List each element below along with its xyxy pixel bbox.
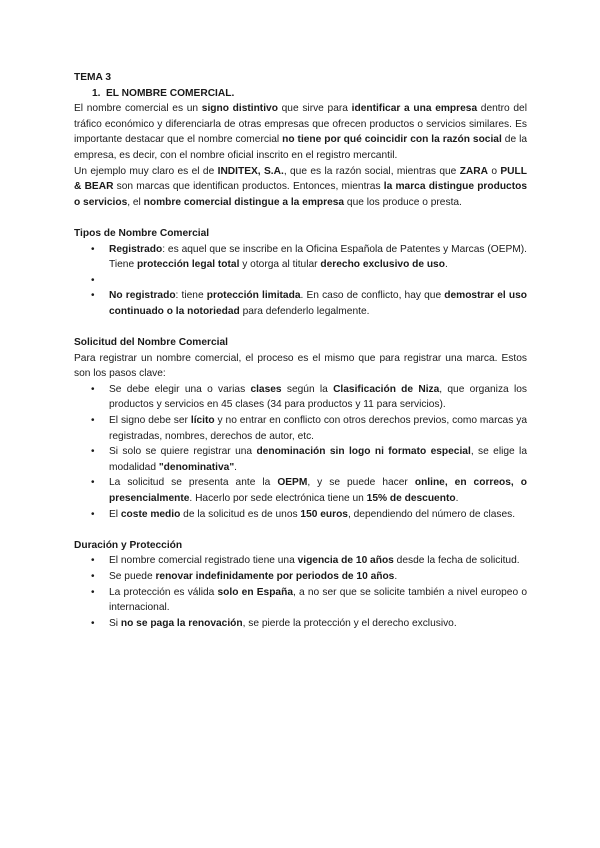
page-title: TEMA 3 bbox=[74, 72, 111, 83]
text-run: . bbox=[394, 571, 398, 582]
bold-text-run: coste medio bbox=[120, 508, 181, 520]
text-run: . bbox=[234, 461, 238, 473]
text-run: Un ejemplo muy claro es el de bbox=[74, 165, 218, 177]
bold-text-run: "denominativa" bbox=[158, 461, 235, 473]
bold-text-run: no tiene por qué coincidir con la razón social bbox=[282, 134, 502, 146]
bold-text-run: protección legal total bbox=[136, 259, 240, 271]
bold-text-run: no se paga la renovación bbox=[120, 617, 243, 629]
bold-text-run: demostrar el uso continuado o la notoriedad bbox=[109, 290, 527, 317]
text-run: , y se puede hacer bbox=[307, 477, 415, 489]
text-run: . bbox=[455, 493, 459, 505]
text-run: Se puede bbox=[109, 571, 156, 582]
tipos-heading: Tipos de Nombre Comercial bbox=[74, 227, 210, 239]
text-run: y otorga al titular bbox=[239, 259, 321, 271]
intro-paragraph-2 bbox=[74, 164, 527, 211]
bold-text-run: solo en España bbox=[217, 586, 293, 598]
list-item bbox=[74, 585, 527, 616]
text-run: . bbox=[444, 259, 448, 271]
bold-text-run: denominación sin logo ni formato especial bbox=[256, 446, 471, 458]
list-item bbox=[74, 569, 527, 585]
bold-text-run: 15% de descuento bbox=[366, 493, 456, 505]
list-item bbox=[74, 616, 527, 632]
list-item bbox=[74, 444, 527, 475]
section-title: EL NOMBRE COMERCIAL. bbox=[106, 87, 235, 99]
bold-text-run: No registrado bbox=[109, 290, 176, 302]
text-run: : tiene bbox=[175, 290, 207, 302]
text-run: y no entrar en conflicto con otros derechos previos, como marcas ya registradas, nombres, derechos de autor, etc. bbox=[109, 415, 527, 442]
text-run: , que es la razón social, mientras que bbox=[283, 165, 460, 177]
bold-text-run: INDITEX, S.A. bbox=[217, 165, 284, 177]
text-run: El bbox=[109, 508, 121, 520]
list-item-no-registrado bbox=[74, 288, 527, 319]
bold-text-run: ZARA bbox=[459, 165, 488, 177]
bold-text-run: nombre comercial distingue a la empresa bbox=[143, 196, 345, 208]
duracion-list bbox=[74, 553, 527, 631]
text-run: : es aquel que se inscribe en la Oficina Española de Patentes y Marcas (OEPM). Tiene bbox=[109, 243, 527, 271]
text-run: que sirve para bbox=[277, 103, 352, 115]
list-item bbox=[74, 413, 527, 444]
bold-text-run: clases bbox=[250, 383, 282, 395]
list-item bbox=[74, 475, 527, 506]
intro-paragraph-1 bbox=[74, 101, 527, 163]
list-item bbox=[74, 553, 527, 569]
bold-text-run: PULL & BEAR bbox=[74, 165, 527, 193]
text-run: , se elige la modalidad bbox=[109, 446, 527, 473]
text-run: El nombre comercial registrado tiene una bbox=[109, 555, 298, 567]
text-run: , dependiendo del número de clases. bbox=[347, 508, 516, 520]
text-run: de la empresa, es decir, con el nombre oficial inscrito en el registro mercantil. bbox=[74, 134, 528, 161]
bold-text-run: identificar a una empresa bbox=[351, 103, 478, 115]
bold-text-run: lícito bbox=[190, 415, 215, 427]
text-run: Se debe elegir una o varias bbox=[109, 383, 251, 395]
text-run: , se pierde la protección y el derecho exclusivo. bbox=[242, 617, 457, 629]
text-run: , a no ser que se solicite también a nivel europeo o internacional. bbox=[109, 586, 527, 614]
text-run: El nombre comercial es un bbox=[74, 103, 202, 115]
text-run: de la solicitud es de unos bbox=[180, 508, 301, 520]
bold-text-run: la marca distingue productos o servicios bbox=[74, 181, 527, 208]
bold-text-run: vigencia de 10 años bbox=[297, 555, 394, 567]
bold-text-run: Clasificación de Niza bbox=[333, 383, 440, 395]
section-number: 1. bbox=[92, 87, 101, 99]
text-run: El signo debe ser bbox=[109, 415, 191, 427]
text-run: que los produce o presta. bbox=[344, 196, 462, 208]
solicitud-list bbox=[74, 382, 527, 522]
text-run: , el bbox=[127, 196, 144, 208]
text-run: dentro del tráfico económico y diferenciarla de otras empresas que ofrecen productos o servicios similares. Es importante destacar que el nombre comercial bbox=[74, 103, 527, 146]
list-item-registrado bbox=[74, 242, 527, 273]
text-run: según la bbox=[281, 383, 334, 395]
solicitud-intro: Para registrar un nombre comercial, el proceso es el mismo que para registrar una marca. Estos son los pasos clave: bbox=[74, 352, 527, 380]
list-spacer bbox=[74, 273, 527, 289]
text-run: , que organiza los productos y servicios en 45 clases (34 para productos y 11 para servicios). bbox=[109, 383, 527, 411]
tipos-list bbox=[74, 242, 527, 320]
bold-text-run: renovar indefinidamente por periodos de 10 años bbox=[155, 571, 395, 582]
bold-text-run: signo distintivo bbox=[201, 103, 278, 115]
bold-text-run: Registrado bbox=[109, 243, 163, 255]
duracion-heading: Duración y Protección bbox=[74, 539, 183, 551]
text-run: desde la fecha de solicitud. bbox=[393, 555, 520, 567]
spacer bbox=[74, 320, 527, 336]
text-run: La protección es válida bbox=[109, 586, 218, 598]
bold-text-run: OEPM bbox=[277, 477, 308, 489]
bold-text-run: derecho exclusivo de uso bbox=[320, 259, 445, 271]
text-run: La solicitud se presenta ante la bbox=[109, 477, 278, 489]
text-run: . Hacerlo por sede electrónica tiene un bbox=[189, 493, 367, 505]
text-run: Si solo se quiere registrar una bbox=[109, 446, 257, 458]
list-item bbox=[74, 382, 527, 413]
list-item bbox=[74, 507, 527, 523]
section-heading bbox=[74, 86, 527, 102]
text-run: son marcas que identifican productos. Entonces, mientras bbox=[113, 181, 384, 193]
bold-text-run: online, en correos, o presencialmente bbox=[109, 477, 527, 505]
text-run: . En caso de conflicto, hay que bbox=[300, 290, 445, 302]
spacer bbox=[74, 210, 527, 226]
document-body bbox=[74, 70, 527, 631]
text-run: o bbox=[487, 165, 501, 177]
bold-text-run: protección limitada bbox=[206, 290, 301, 302]
text-run: para defenderlo legalmente. bbox=[239, 305, 370, 317]
solicitud-heading: Solicitud del Nombre Comercial bbox=[74, 337, 228, 349]
text-run: Si bbox=[109, 617, 121, 629]
spacer bbox=[74, 522, 527, 538]
bold-text-run: 150 euros bbox=[300, 508, 348, 520]
